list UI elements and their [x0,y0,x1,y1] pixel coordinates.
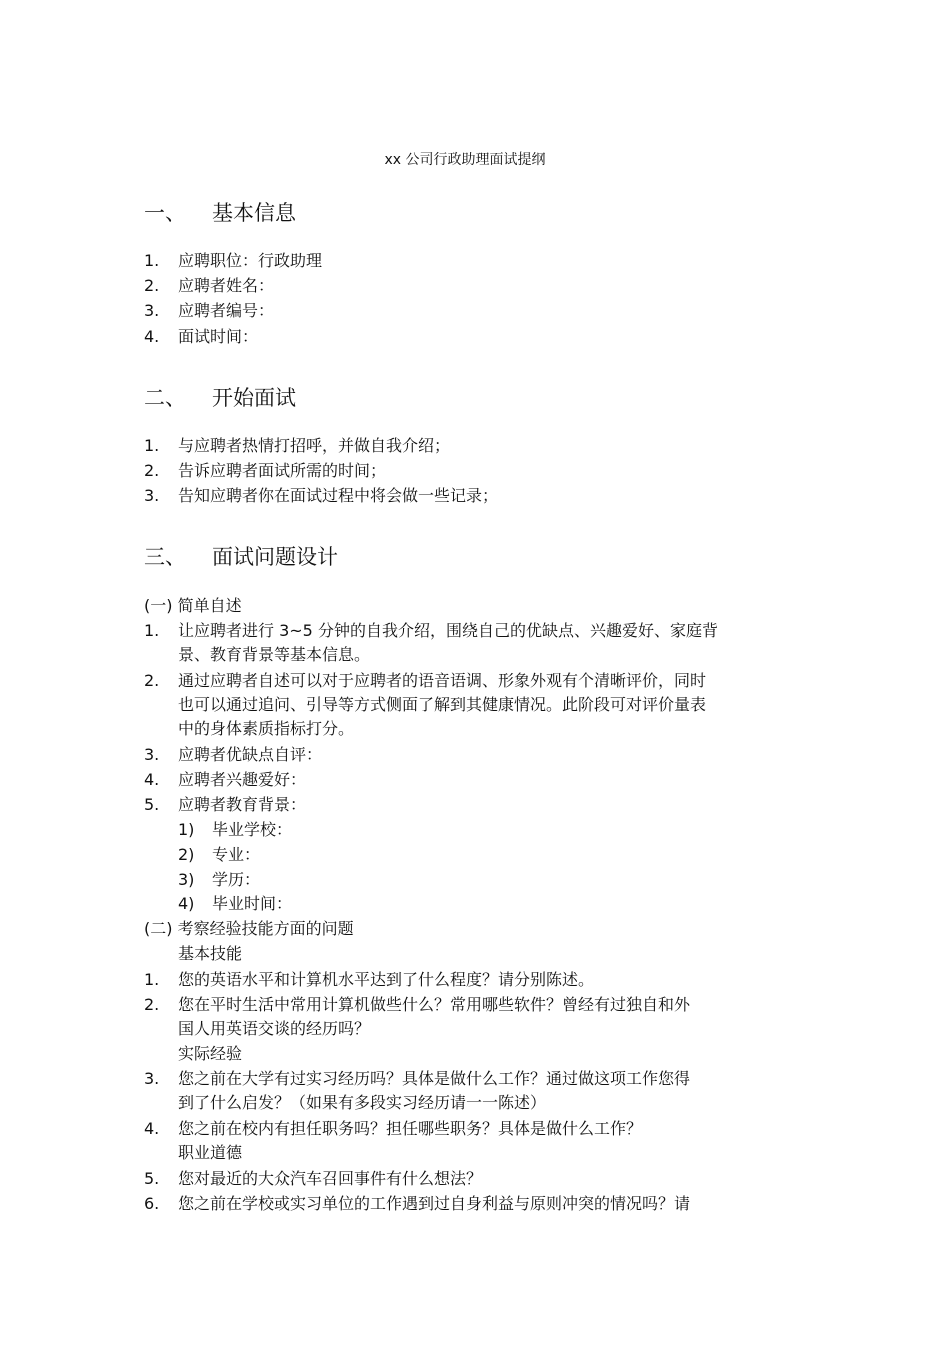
section-title: 开始面试 [212,386,296,410]
section-number: 一、 [144,201,186,225]
section-title: 基本信息 [212,201,296,225]
section-number: 二、 [144,386,186,410]
section-heading-question-design [144,543,338,571]
document-title: xx 公司行政助理面试提纲 [384,152,546,168]
section-heading-basic-info [144,199,296,227]
document-page: xx 公司行政助理面试提纲 一、 基本信息 1. 应聘职位：行政助理 2. 应聘者姓名： 3. 应聘者编号： 4. 面试时间： 二、 开始面试 1. 与应聘者热情打招呼，并做自我介绍； 2. 告诉应聘者面试所需的时间； 3. 告知应聘者你在面试过程中将会做一些记录； 三、 面试问题设计 (一) 简单自述 1. 让应聘者进行 3~5 分钟的自我介绍，围绕自己的优缺点、兴趣爱好、家庭背 景、教育背景等基本信息。 2. 通过应聘者自述可以对于应聘者的语音语调、形象外观有个清晰评价，同时 也可以通过追问、引导等方式侧面了解到其健康情况。此阶段可对评价量表 中的身体素质指标打分。 3. 应聘者优缺点自评： 4. 应聘者兴趣爱好： 5. 应聘者教育背景： 1) 毕业学校： 2) 专业： 3) 学历： 4) 毕业时间： (二) 考察经验技能方面的问题 基本技能 1. 您的英语水平和计算机水平达到了什么程度？请分别陈述。 2. 您在平时生活中常用计算机做些什么？常用哪些软件？曾经有过独自和外 国人用英语交谈的经历吗？ 实际经验 3. 您之前在大学有过实习经历吗？具体是做什么工作？通过做这项工作您得 到了什么启发？（如果有多段实习经历请一一陈述） 4. 您之前在校内有担任职务吗？担任哪些职务？具体是做什么工作？ 职业道德 5. 您对最近的大众汽车召回事件有什么想法？ 6. 您之前在学校或实习单位的工作遇到过自身利益与原则冲突的情况吗？请 [0,0,950,1345]
section-heading-start-interview [144,384,296,412]
section-number: 三、 [144,545,186,569]
section-title: 面试问题设计 [212,545,338,569]
